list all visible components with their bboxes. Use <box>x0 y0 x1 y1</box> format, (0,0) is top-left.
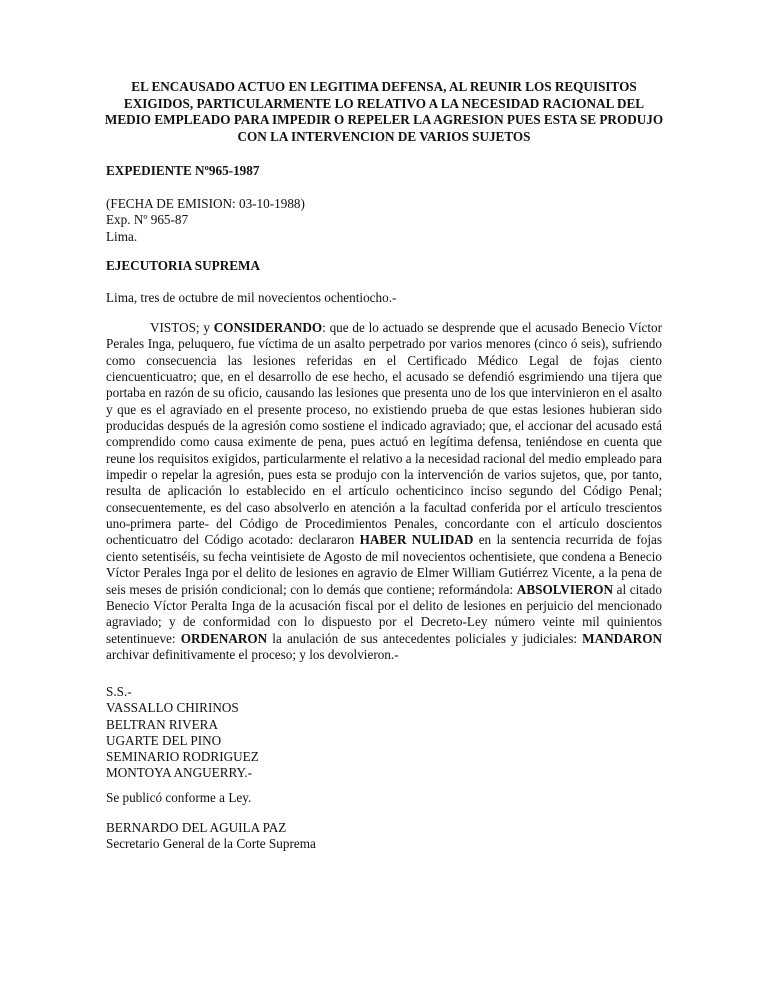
document-title: EL ENCAUSADO ACTUO EN LEGITIMA DEFENSA, AL REUNIR LOS REQUISITOS EXIGIDOS, PARTICULARMENTE LO RELATIVO A LA NECESIDAD RACIONAL DEL MEDIO EMPLEADO PARA IMPEDIR O REPELER LA AGRESION PUES ESTA SE PRODUJO CON LA INTERVENCION DE VARIOS SUJETOS <box>104 79 664 144</box>
keyword-considerando: CONSIDERANDO <box>213 320 323 335</box>
signature-name: UGARTE DEL PINO <box>106 732 222 748</box>
place: Lima. <box>106 228 138 244</box>
keyword-absolvieron: ABSOLVIERON <box>516 581 614 597</box>
date-line: Lima, tres de octubre de mil novecientos ochentiocho.- <box>106 290 397 305</box>
secretary-role: Secretario General de la Corte Suprema <box>106 836 316 852</box>
body-text-2: : que de lo actuado se desprende que el acusado Benecio Víctor Perales Inga, peluquero, fue víctima de un asalto perpetrado por varios menores (cinco ó seis), sufriendo como consecuencia las lesiones referidas en el Certificado Médico Legal de fojas ciento ciencuenticuatro; que, en el desarrollo de ese hecho, el acusado se defendió esgrimiendo una tijera que portaba en razón de su oficio, causando las lesiones que presenta uno de los que intervinieron en el asalto y que es el agraviado en el presente proceso, no existiendo prueba de que estas lesiones hubieran sido producidas después de la agresión como sostiene el indicado agraviado; que, el accionar del acusado está comprendido como causa eximente de pena, pues actuó en legítima defensa, teniéndose en cuenta que reune los requisitos exigidos, particularmente el relativo a la necesidad racional del medio empleado para impedir o repelar la agresión, pues esta se produjo con la intervención de varios sujetos, que, por tanto, resulta de aplicación lo establecido en el artículo ochenticinco inciso segundo del Código Penal; consecuentemente, es del caso absolverlo en atención a la facultad conferida por el artículo trescientos uno-primera parte- del Código de Procedimientos Penales, concordante con el artículo doscientos ochenticuatro del Código acotado: declararon <box>106 320 662 548</box>
body-text-3: en la sentencia recurrida de fojas ciento setentiséis, su fecha veintisiete de Agosto de mil novecientos ochentisiete, que condena a Benecio Víctor Perales Inga por el delito de lesiones en agravio de Elmer William Gutiérrez Vicente, a la pena de seis meses de prisión condicional; con lo demás que contiene; reformándola: <box>106 532 662 597</box>
expediente-number: EXPEDIENTE Nº965-1987 <box>106 163 260 178</box>
body-text-6: archivar definitivamente el proceso; y los devolvieron.- <box>106 646 399 662</box>
signatures <box>106 684 662 782</box>
body-text-5: la anulación de sus antecedentes policiales y judiciales: <box>267 630 583 646</box>
signature-name: MONTOYA ANGUERRY.- <box>106 765 253 781</box>
secretary-name: BERNARDO DEL AGUILA PAZ <box>106 820 287 835</box>
signatures-heading: S.S.- <box>106 684 132 699</box>
document-meta <box>106 196 662 245</box>
keyword-ordenaron: ORDENARON <box>180 630 268 646</box>
body-text-4: al citado Benecio Víctor Peralta Inga de la acusación fiscal por el delito de lesiones en perjuicio del mencionado agraviado; y de conformidad con lo dispuesto por el Decreto-Ley número veinte mil quinientos setentinueve: <box>106 581 662 646</box>
signature-name: BELTRAN RIVERA <box>106 716 218 732</box>
ruling-body <box>106 320 662 663</box>
publication-note: Se publicó conforme a Ley. <box>106 790 252 805</box>
emission-date: (FECHA DE EMISION: 03-10-1988) <box>106 196 305 211</box>
secretary-block <box>106 820 662 853</box>
keyword-mandaron: MANDARON <box>582 630 662 646</box>
section-heading: EJECUTORIA SUPREMA <box>106 258 260 273</box>
signature-name: VASSALLO CHIRINOS <box>106 700 239 716</box>
keyword-haber-nulidad: HABER NULIDAD <box>359 532 474 548</box>
signature-name: SEMINARIO RODRIGUEZ <box>106 749 259 765</box>
case-number: Exp. Nº 965-87 <box>106 212 189 228</box>
body-text-1: VISTOS; y <box>150 320 214 335</box>
